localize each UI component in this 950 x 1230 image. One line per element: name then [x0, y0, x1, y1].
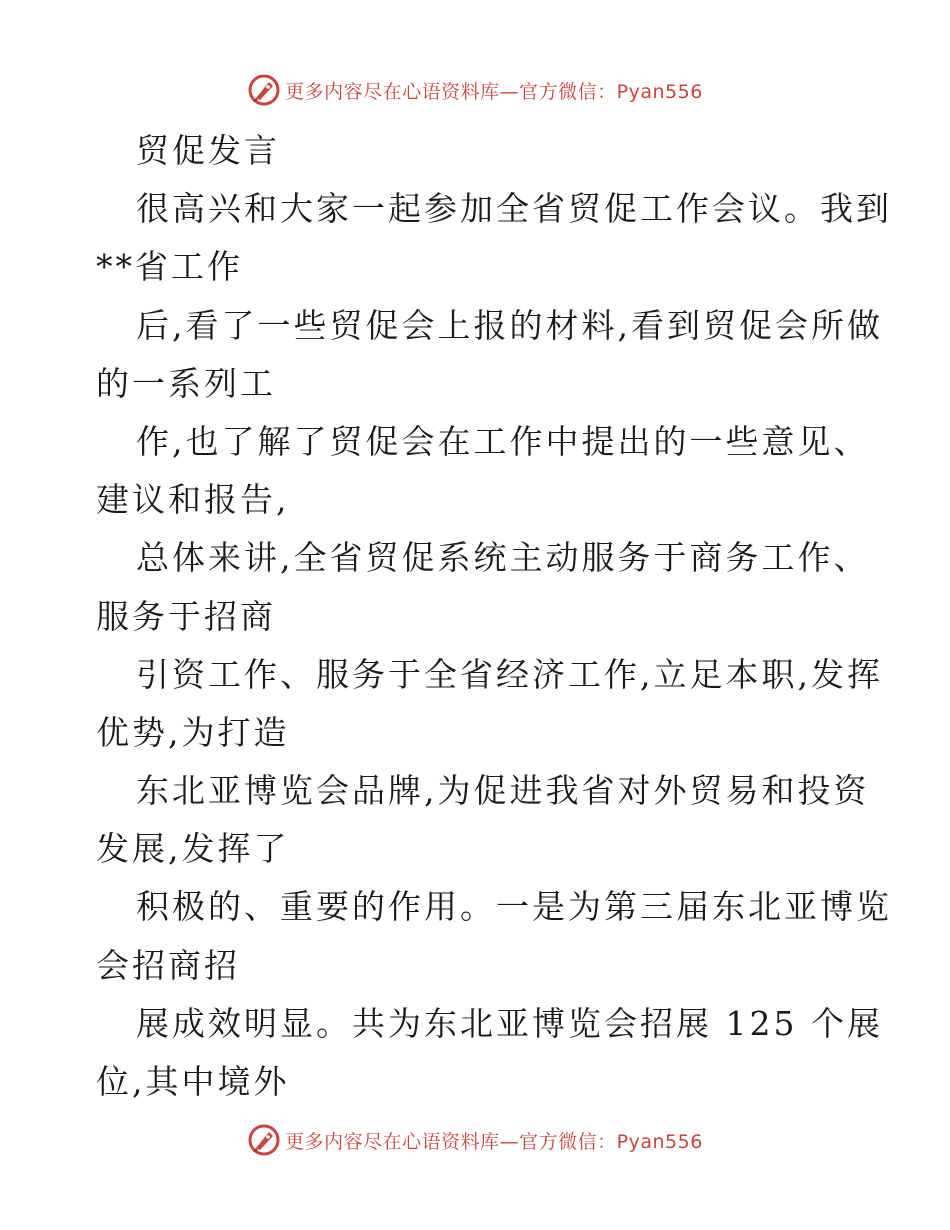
paragraph-line: 很高兴和大家一起参加全省贸促工作会议。我到: [136, 189, 892, 229]
footer-banner-text: 更多内容尽在心语资料库—官方微信：Pyan556: [285, 1130, 703, 1153]
pen-nib-logo-icon: [247, 73, 281, 107]
paragraph-line: 的一系列工: [96, 363, 276, 403]
paragraph-line: 总体来讲,全省贸促系统主动服务于商务工作、: [136, 538, 870, 578]
paragraph-line: 建议和报告,: [96, 480, 290, 520]
header-banner: [0, 72, 950, 108]
paragraph-line: 东北亚博览会品牌,为促进我省对外贸易和投资: [136, 771, 870, 811]
paragraph-line: 作,也了解了贸促会在工作中提出的一些意见、: [136, 421, 870, 461]
document-title: 贸促发言: [136, 131, 280, 170]
paragraph-line: 会招商招: [96, 945, 240, 985]
paragraph-line: 发展,发挥了: [96, 829, 290, 869]
paragraph-line: 服务于招商: [96, 596, 276, 636]
paragraph-line: 优势,为打造: [96, 712, 290, 752]
pen-nib-logo-icon: [247, 1123, 281, 1157]
header-banner-text: 更多内容尽在心语资料库—官方微信：Pyan556: [285, 80, 703, 103]
footer-banner: [0, 1122, 950, 1158]
paragraph-line: 引资工作、服务于全省经济工作,立足本职,发挥: [136, 654, 883, 694]
paragraph-line: 展成效明显。共为东北亚博览会招展 125 个展: [136, 1003, 883, 1043]
paragraph-line: **省工作: [96, 247, 243, 287]
paragraph-line: 位,其中境外: [96, 1062, 290, 1101]
paragraph-line: 积极的、重要的作用。一是为第三届东北亚博览: [136, 887, 892, 927]
document-body: [96, 122, 892, 1111]
paragraph-line: 后,看了一些贸促会上报的材料,看到贸促会所做: [136, 305, 883, 345]
